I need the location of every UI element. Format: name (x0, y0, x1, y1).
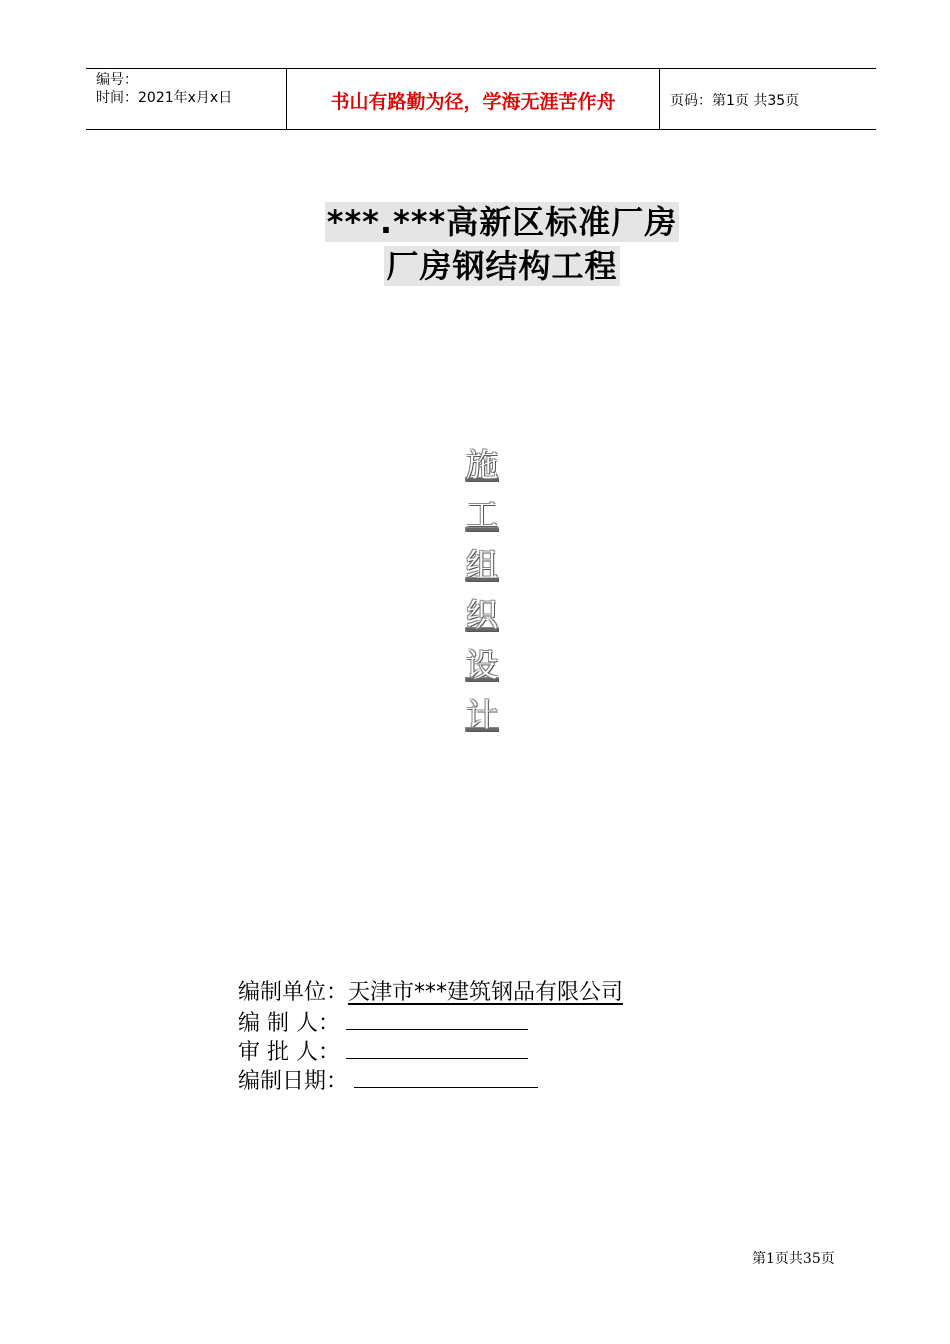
subtitle-char: 工 (465, 496, 498, 534)
footer-page-number: 第1页共35页 (752, 1251, 835, 1267)
date-blank-line (354, 1065, 538, 1088)
approver-row (238, 1036, 623, 1065)
date-label: 编制日期： (238, 1069, 349, 1094)
header-meta (86, 69, 287, 129)
title-line-1: ***.***高新区标准厂房 (326, 203, 678, 241)
subtitle-char: 施 (465, 446, 498, 484)
vertical-subtitle (458, 440, 506, 740)
number-label: 编号： (96, 72, 138, 88)
author-row (238, 1007, 623, 1036)
author-blank-line (346, 1007, 528, 1030)
document-title (0, 202, 950, 286)
subtitle-char: 计 (465, 696, 498, 734)
time-label: 时间：2021年x月x日 (96, 90, 233, 106)
approver-blank-line (346, 1036, 528, 1059)
approver-label: 审 批 人： (238, 1040, 340, 1065)
header-table (86, 68, 876, 130)
subtitle-char: 设 (465, 646, 498, 684)
header-motto: 书山有路勤为径，学海无涯苦作舟 (287, 69, 660, 129)
subtitle-char: 组 (465, 546, 498, 584)
compile-info (238, 978, 623, 1094)
title-line-2: 厂房钢结构工程 (386, 247, 618, 285)
author-label: 编 制 人： (238, 1011, 340, 1036)
unit-label: 编制单位： (238, 980, 349, 1005)
subtitle-char: 织 (465, 596, 498, 634)
header-page-info: 页码：第1页 共35页 (670, 93, 800, 109)
date-row (238, 1065, 623, 1094)
unit-value: 天津市***建筑钢品有限公司 (348, 980, 624, 1005)
unit-row (238, 978, 623, 1007)
